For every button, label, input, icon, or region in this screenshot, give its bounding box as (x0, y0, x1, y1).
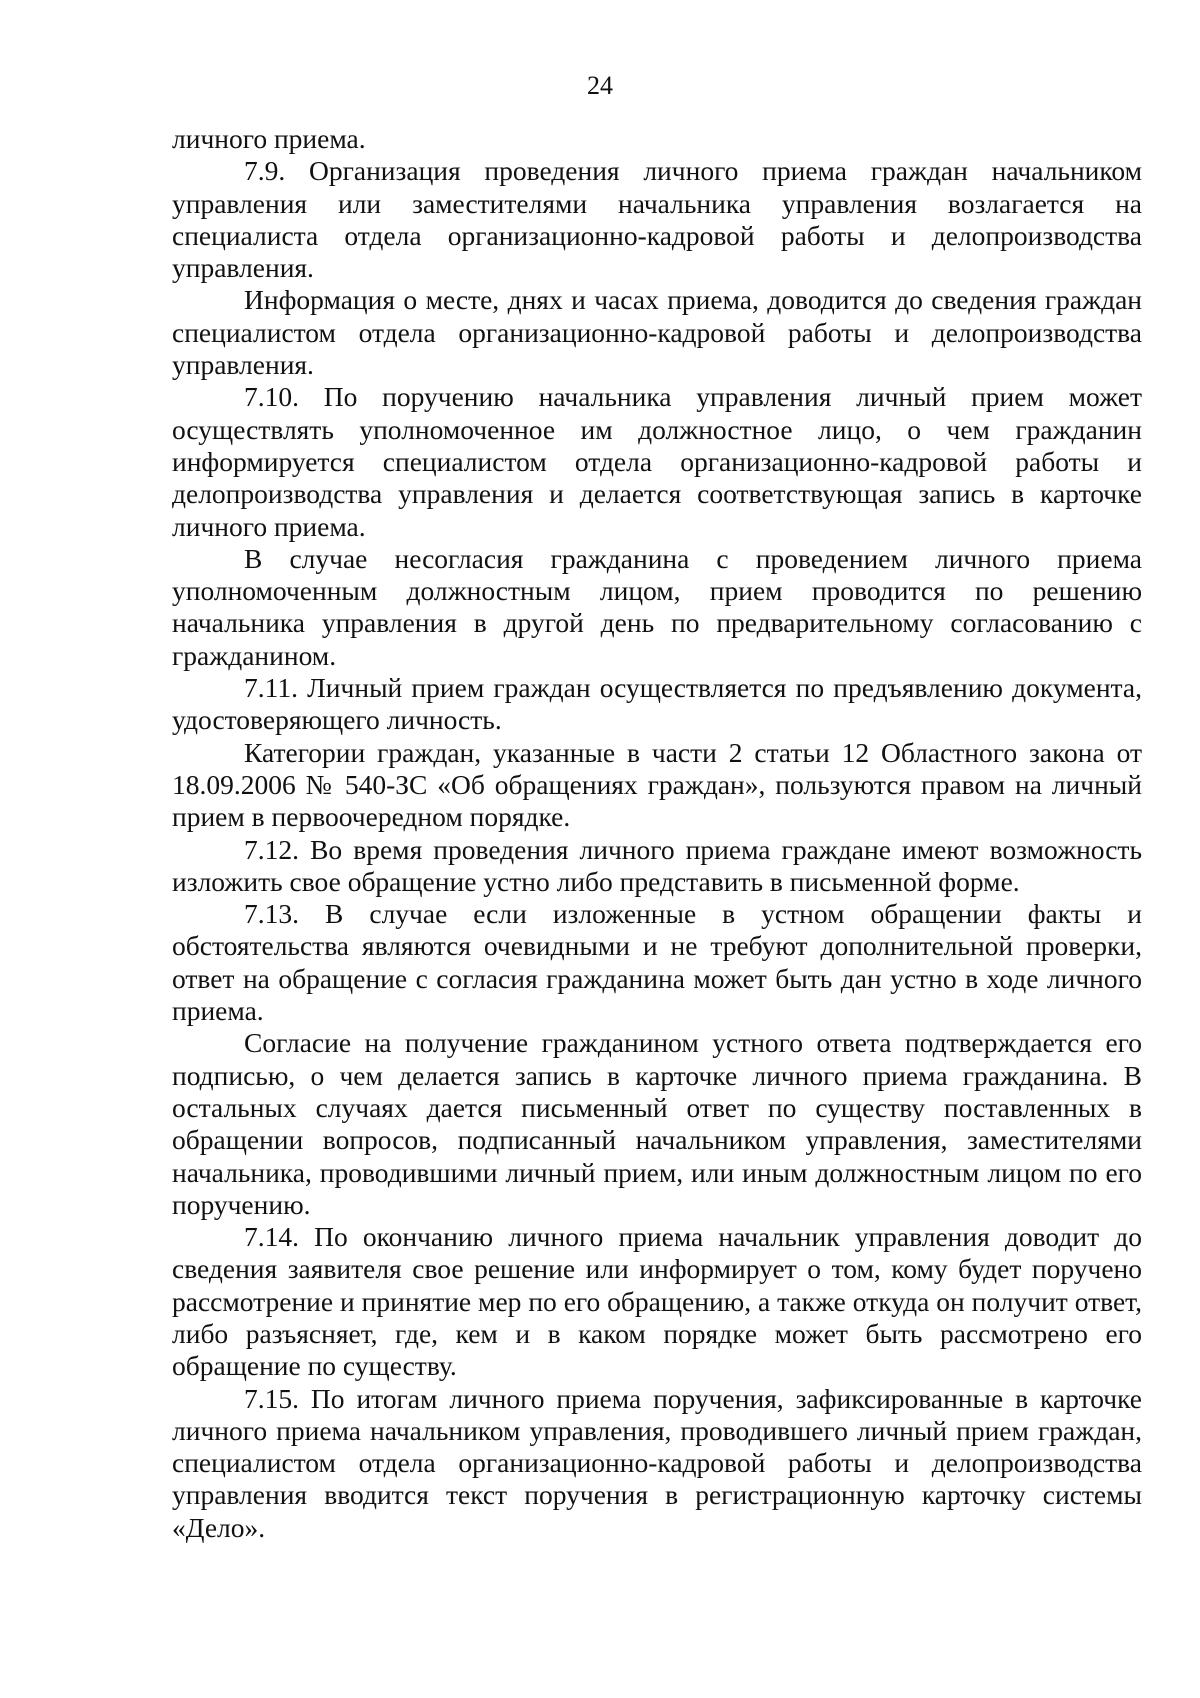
paragraph: 7.12. Во время проведения личного приема граждане имеют возможность изложить свое обращение устно либо представить в письменной форме. (172, 833, 1142, 897)
paragraph: Категории граждан, указанные в части 2 статьи 12 Областного закона от 18.09.2006 № 540-ЗС «Об обращениях граждан», пользуются правом на личный прием в первоочередном порядке. (172, 736, 1142, 833)
paragraph: 7.14. По окончанию личного приема начальник управления доводит до сведения заявителя свое решение или информирует о том, кому будет поручено рассмотрение и принятие мер по его обращению, а также откуда он получит ответ, либо разъясняет, где, кем и в каком порядке может быть рассмотрено его обращение по существу. (172, 1221, 1142, 1382)
paragraph: В случае несогласия гражданина с проведением личного приема уполномоченным должностным лицом, прием проводится по решению начальника управления в другой день по предварительному согласованию с гражданином. (172, 542, 1142, 671)
paragraph: 7.10. По поручению начальника управления личный прием может осуществлять уполномоченное им должностное лицо, о чем гражданин информируется специалистом отдела организационно-кадровой работы и делопроизводства управления и делается соответствующая запись в карточке личного приема. (172, 381, 1142, 542)
paragraph: 7.15. По итогам личного приема поручения, зафиксированные в карточке личного приема начальником управления, проводившего личный прием граждан, специалистом отдела организационно-кадровой работы и делопроизводства управления вводится текст поручения в регистрационную карточку системы «Дело». (172, 1382, 1142, 1543)
paragraph: Информация о месте, днях и часах приема, доводится до сведения граждан специалистом отдела организационно-кадровой работы и делопроизводства управления. (172, 284, 1142, 381)
paragraph: личного приема. (172, 123, 366, 154)
page-number: 24 (587, 71, 613, 100)
paragraph: 7.9. Организация проведения личного приема граждан начальником управления или заместителями начальника управления возлагается на специалиста отдела организационно-кадровой работы и делопроизводства управления. (172, 155, 1142, 284)
document-body (172, 123, 1142, 1544)
paragraph: Согласие на получение гражданином устного ответа подтверждается его подписью, о чем делается запись в карточке личного приема гражданина. В остальных случаях дается письменный ответ по существу поставленных в обращении вопросов, подписанный начальником управления, заместителями начальника, проводившими личный прием, или иным должностным лицом по его поручению. (172, 1027, 1142, 1220)
paragraph: 7.13. В случае если изложенные в устном обращении факты и обстоятельства являются очевидными и не требуют дополнительной проверки, ответ на обращение с согласия гражданина может быть дан устно в ходе личного приема. (172, 898, 1142, 1027)
paragraph: 7.11. Личный прием граждан осуществляется по предъявлению документа, удостоверяющего личность. (172, 672, 1142, 736)
